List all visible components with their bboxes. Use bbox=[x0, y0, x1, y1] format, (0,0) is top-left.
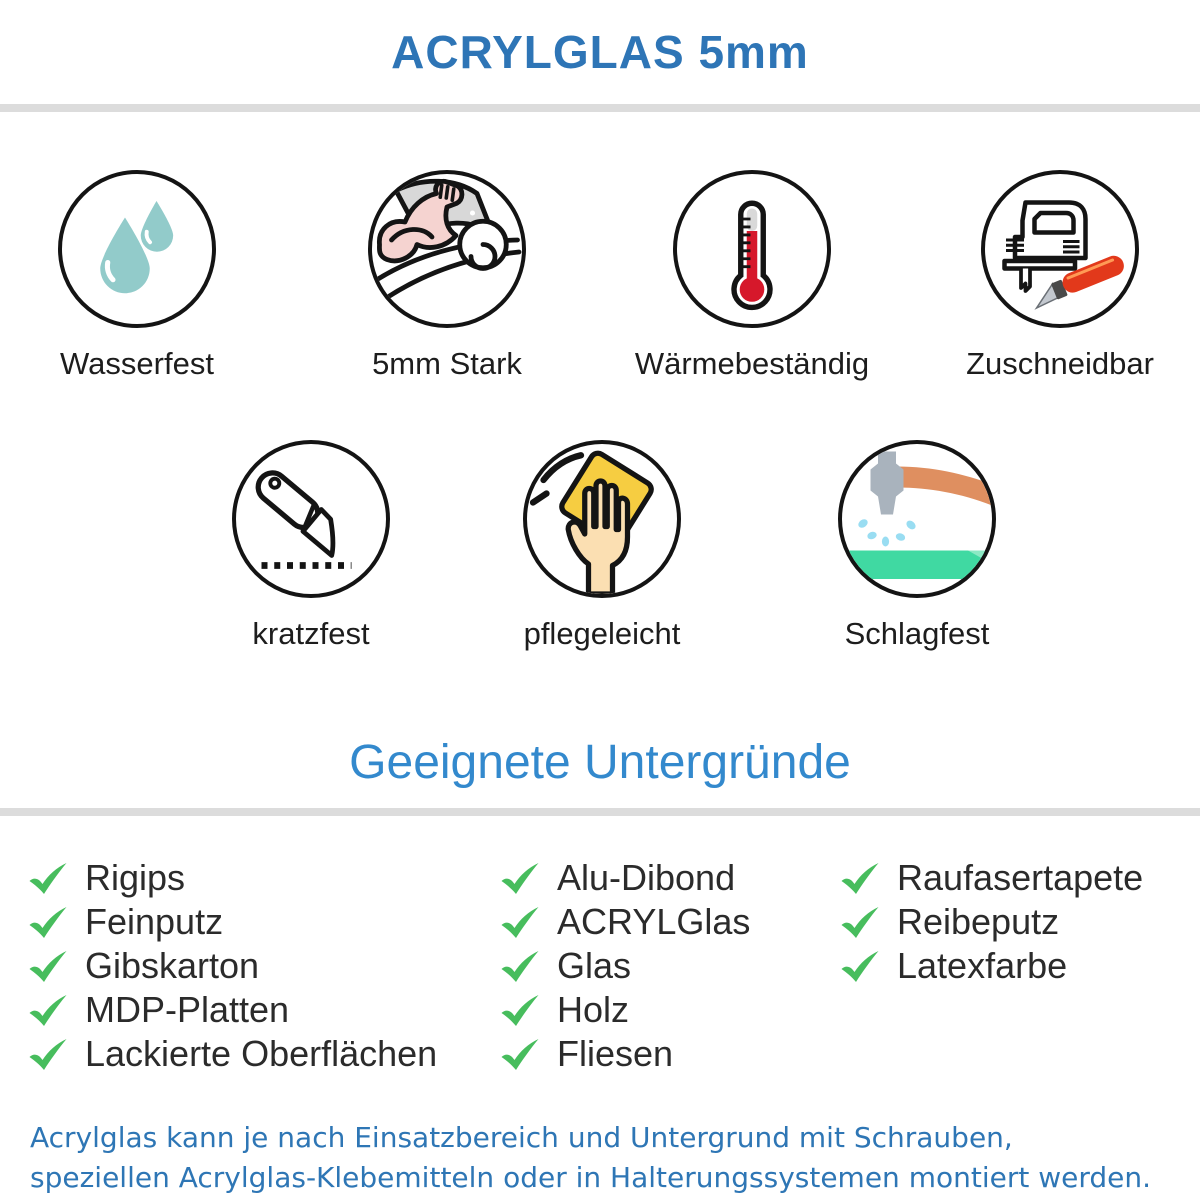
surface-item bbox=[840, 856, 1143, 900]
check-icon bbox=[28, 994, 68, 1027]
mounting-note bbox=[30, 1118, 1200, 1198]
check-icon bbox=[500, 862, 540, 895]
feature-zuschneidbar bbox=[928, 170, 1192, 382]
surface-item bbox=[500, 944, 750, 988]
feature-label: kratzfest bbox=[252, 616, 370, 651]
surface-item bbox=[28, 1032, 437, 1076]
surfaces-column-2 bbox=[500, 856, 750, 1076]
surface-label: Reibeputz bbox=[897, 901, 1060, 942]
feature-5mm-stark bbox=[315, 170, 579, 382]
feature-label: Wasserfest bbox=[60, 346, 214, 381]
surface-label: Glas bbox=[557, 945, 632, 986]
surface-label: Fliesen bbox=[557, 1033, 674, 1074]
surfaces-heading: Geeignete Untergründe bbox=[349, 736, 851, 789]
check-icon bbox=[840, 862, 880, 895]
surface-label: ACRYLGlas bbox=[557, 901, 751, 942]
surface-item bbox=[500, 900, 750, 944]
surface-item bbox=[28, 856, 437, 900]
check-icon bbox=[500, 950, 540, 983]
check-icon bbox=[28, 906, 68, 939]
check-icon bbox=[28, 1038, 68, 1071]
feature-label: Wärmebeständig bbox=[634, 346, 870, 381]
feature-kratzfest bbox=[179, 440, 443, 652]
surface-item bbox=[500, 1032, 750, 1076]
surface-label: MDP-Platten bbox=[85, 989, 290, 1030]
surface-label: Raufasertapete bbox=[897, 857, 1144, 898]
feature-circle bbox=[838, 440, 996, 598]
surface-item bbox=[500, 988, 750, 1032]
surface-item bbox=[840, 900, 1143, 944]
check-icon bbox=[840, 950, 880, 983]
utility-knife-icon bbox=[236, 444, 386, 594]
surface-label: Rigips bbox=[85, 857, 186, 898]
feature-circle bbox=[523, 440, 681, 598]
surface-item bbox=[28, 988, 437, 1032]
hammer-icon bbox=[842, 444, 992, 594]
cleaning-hand-icon bbox=[527, 444, 677, 594]
feature-pflegeleicht bbox=[470, 440, 734, 652]
surface-item bbox=[500, 856, 750, 900]
page-title: ACRYLGLAS 5mm bbox=[391, 26, 809, 78]
feature-circle bbox=[368, 170, 526, 328]
check-icon bbox=[28, 950, 68, 983]
surface-label: Gibskarton bbox=[85, 945, 260, 986]
mounting-note-line-1: Acrylglas kann je nach Einsatzbereich und Untergrund mit Schrauben, bbox=[30, 1121, 1013, 1154]
check-icon bbox=[500, 994, 540, 1027]
jigsaw-cutter-icon bbox=[985, 174, 1135, 324]
check-icon bbox=[500, 906, 540, 939]
surface-label: Lackierte Oberflächen bbox=[85, 1033, 438, 1074]
surfaces-section bbox=[0, 816, 1200, 1076]
feature-wasserfest bbox=[5, 170, 269, 382]
divider-top bbox=[0, 104, 1200, 112]
feature-label: Schlagfest bbox=[844, 616, 990, 651]
surface-label: Alu-Dibond bbox=[557, 857, 736, 898]
feature-circle bbox=[673, 170, 831, 328]
divider-middle bbox=[0, 808, 1200, 816]
surfaces-column-1 bbox=[28, 856, 437, 1076]
surfaces-column-3 bbox=[840, 856, 1143, 988]
surface-item bbox=[28, 900, 437, 944]
surface-label: Latexfarbe bbox=[897, 945, 1068, 986]
flexed-arm-icon bbox=[372, 174, 522, 324]
feature-label: 5mm Stark bbox=[372, 346, 522, 381]
check-icon bbox=[500, 1038, 540, 1071]
check-icon bbox=[840, 906, 880, 939]
water-drops-icon bbox=[62, 174, 212, 324]
surface-item bbox=[840, 944, 1143, 988]
feature-circle bbox=[981, 170, 1139, 328]
feature-schlagfest bbox=[785, 440, 1049, 652]
check-icon bbox=[28, 862, 68, 895]
surface-item bbox=[28, 944, 437, 988]
mounting-note-line-2: speziellen Acrylglas-Klebemitteln oder in Halterungssystemen montiert werden. bbox=[30, 1161, 1152, 1194]
feature-waermebestaendig bbox=[620, 170, 884, 382]
feature-circle bbox=[58, 170, 216, 328]
feature-label: Zuschneidbar bbox=[966, 346, 1154, 381]
features-section bbox=[0, 112, 1200, 700]
thermometer-icon bbox=[677, 174, 827, 324]
surface-label: Feinputz bbox=[85, 901, 224, 942]
surface-label: Holz bbox=[557, 989, 630, 1030]
feature-label: pflegeleicht bbox=[523, 616, 681, 651]
feature-circle bbox=[232, 440, 390, 598]
